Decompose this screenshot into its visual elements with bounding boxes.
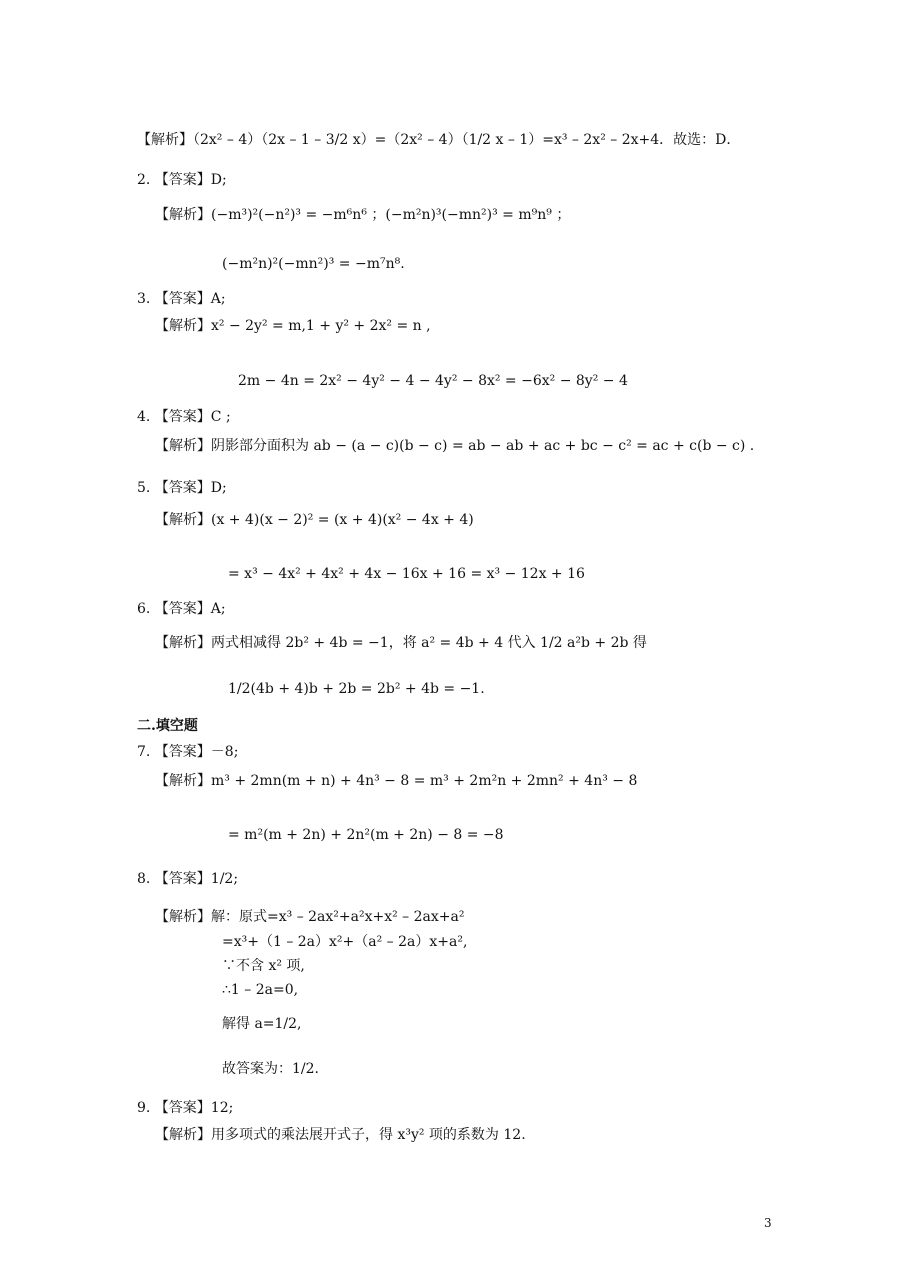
q8-analysis-line5: 解得 a=1/2,	[222, 1016, 302, 1032]
q7-answer: 7. 【答案】－8;	[137, 744, 239, 760]
q8-analysis-line3: ∵不含 x² 项,	[222, 958, 305, 974]
q2-analysis-line1: 【解析】(−m³)²(−n²)³ = −m⁶n⁶ ；(−m²n)³(−mn²)³ = m⁹n⁹ ；	[155, 207, 571, 223]
q3-analysis-line2: 2m − 4n = 2x² − 4y² − 4 − 4y² − 8x² = −6x² − 8y² − 4	[238, 373, 628, 389]
q3-answer: 3. 【答案】A;	[137, 291, 226, 307]
q4-analysis-line1: 【解析】阴影部分面积为 ab − (a − c)(b − c) = ab − ab + ac + bc − c² = ac + c(b − c) .	[155, 438, 755, 454]
q5-analysis-line1: 【解析】(x + 4)(x − 2)² = (x + 4)(x² − 4x + 4)	[155, 512, 474, 528]
q3-analysis-line1: 【解析】x² − 2y² = m,1 + y² + 2x² = n ,	[155, 318, 431, 334]
q7-analysis-line2: = m²(m + 2n) + 2n²(m + 2n) − 8 = −8	[228, 827, 504, 843]
q2-answer: 2. 【答案】D;	[137, 172, 227, 188]
q8-analysis-line2: =x³+（1 – 2a）x²+（a² – 2a）x+a²,	[222, 934, 468, 950]
q8-analysis-line4: ∴1 – 2a=0,	[222, 982, 299, 998]
q4-answer: 4. 【答案】C ;	[137, 409, 231, 425]
section-fill-heading: 二.填空题	[137, 718, 198, 734]
page-number: 3	[764, 1216, 772, 1230]
q6-answer: 6. 【答案】A;	[137, 601, 226, 617]
q8-analysis-line1: 【解析】解：原式=x³ – 2ax²+a²x+x² – 2ax+a²	[155, 909, 465, 925]
q8-answer: 8. 【答案】1/2;	[137, 871, 239, 887]
q5-answer: 5. 【答案】D;	[137, 480, 227, 496]
q9-answer: 9. 【答案】12;	[137, 1100, 234, 1116]
q1-analysis: 【解析】（2x² – 4）（2x – 1 – 3/2 x）=（2x² – 4）（1/2 x – 1）=x³ – 2x² – 2x+4．故选：D．	[137, 132, 741, 148]
q6-analysis-line1: 【解析】两式相减得 2b² + 4b = −1，将 a² = 4b + 4 代入 1/2 a²b + 2b 得	[155, 635, 647, 651]
q8-analysis-line6: 故答案为：1/2.	[222, 1061, 319, 1077]
q6-analysis-line2: 1/2(4b + 4)b + 2b = 2b² + 4b = −1.	[228, 681, 485, 697]
q2-analysis-line2: (−m²n)²(−mn²)³ = −m⁷n⁸.	[222, 256, 405, 272]
q9-analysis-line1: 【解析】用多项式的乘法展开式子，得 x³y² 项的系数为 12.	[155, 1127, 526, 1143]
q5-analysis-line2: = x³ − 4x² + 4x² + 4x − 16x + 16 = x³ − 12x + 16	[228, 566, 585, 582]
q7-analysis-line1: 【解析】m³ + 2mn(m + n) + 4n³ − 8 = m³ + 2m²n + 2mn² + 4n³ − 8	[155, 773, 638, 789]
